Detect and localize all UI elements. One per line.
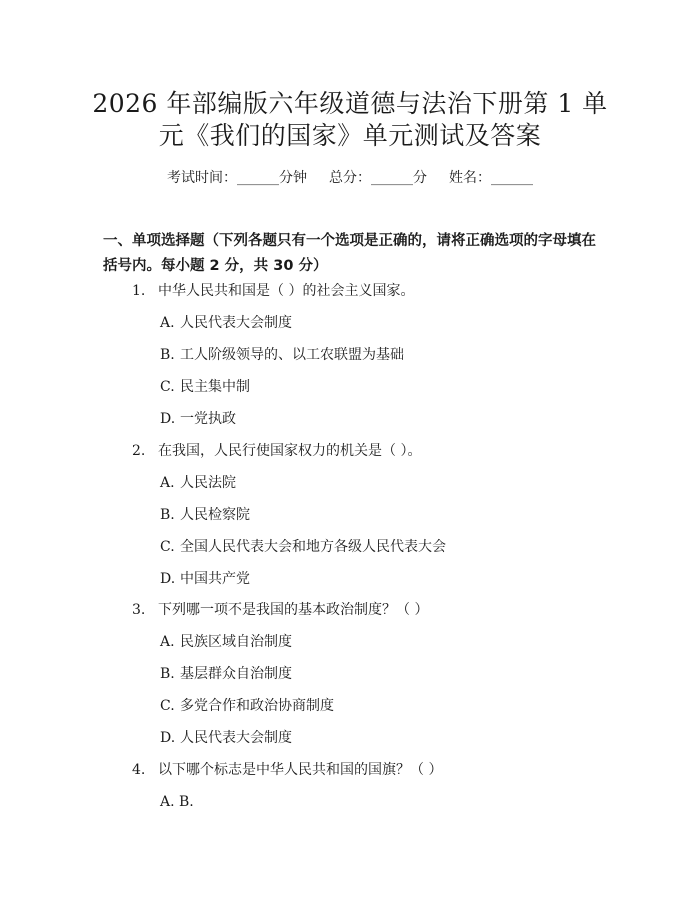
- question-2-option-a: [160, 473, 236, 493]
- question-1-option-b: [160, 345, 404, 365]
- option-text: 工人阶级领导的、以工农联盟为基础: [180, 347, 404, 363]
- question-2: [132, 441, 421, 461]
- question-4-options: [160, 792, 194, 812]
- question-number: 4.: [132, 762, 146, 778]
- option-letter: A.: [160, 634, 175, 650]
- exam-name: 姓名：______: [449, 170, 533, 186]
- option-letter: D.: [160, 571, 176, 587]
- question-3-option-a: [160, 632, 292, 652]
- option-letters: A. B.: [160, 794, 194, 810]
- question-2-option-c: [160, 537, 446, 557]
- option-text: 基层群众自治制度: [180, 666, 292, 682]
- option-text: 人民法院: [180, 475, 236, 491]
- question-1: [132, 281, 414, 301]
- option-letter: A.: [160, 315, 175, 331]
- option-letter: B.: [160, 507, 175, 523]
- option-letter: B.: [160, 347, 175, 363]
- question-number: 3.: [132, 602, 146, 618]
- question-3-option-c: [160, 696, 334, 716]
- option-text: 中国共产党: [180, 571, 250, 587]
- question-text: 中华人民共和国是（ ）的社会主义国家。: [158, 283, 415, 299]
- question-3: [132, 600, 428, 620]
- question-number: 1.: [132, 283, 146, 299]
- option-text: 一党执政: [180, 411, 236, 427]
- question-3-option-b: [160, 664, 292, 684]
- option-letter: C.: [160, 698, 175, 714]
- option-letter: B.: [160, 666, 175, 682]
- option-letter: C.: [160, 379, 175, 395]
- option-text: 全国人民代表大会和地方各级人民代表大会: [180, 539, 446, 555]
- exam-time: 考试时间：______分钟: [167, 170, 307, 186]
- question-number: 2.: [132, 443, 146, 459]
- exam-score: 总分：______分: [329, 170, 427, 186]
- document-title-line-2: 元《我们的国家》单元测试及答案: [158, 121, 542, 150]
- option-text: 民主集中制: [180, 379, 250, 395]
- option-text: 人民代表大会制度: [180, 315, 292, 331]
- option-text: 人民检察院: [180, 507, 250, 523]
- question-2-option-d: [160, 569, 250, 589]
- question-4: [132, 760, 442, 780]
- option-letter: D.: [160, 411, 176, 427]
- question-1-option-a: [160, 313, 292, 333]
- option-letter: C.: [160, 539, 175, 555]
- question-2-option-b: [160, 505, 250, 525]
- exam-info: [0, 168, 700, 188]
- option-letter: D.: [160, 730, 176, 746]
- question-1-option-c: [160, 377, 250, 397]
- option-letter: A.: [160, 475, 175, 491]
- option-text: 民族区域自治制度: [180, 634, 292, 650]
- document-title-line-1: 2026 年部编版六年级道德与法治下册第 1 单: [92, 89, 608, 118]
- section-heading: 一、单项选择题（下列各题只有一个选项是正确的，请将正确选项的字母填在括号内。每小题 2 分，共 30 分）: [103, 233, 596, 274]
- question-text: 在我国，人民行使国家权力的机关是（ ）。: [158, 443, 422, 459]
- option-text: 多党合作和政治协商制度: [180, 698, 334, 714]
- question-1-option-d: [160, 409, 236, 429]
- question-3-option-d: [160, 728, 292, 748]
- question-text: 以下哪个标志是中华人民共和国的国旗？（ ）: [158, 762, 443, 778]
- question-text: 下列哪一项不是我国的基本政治制度？（ ）: [158, 602, 429, 618]
- option-text: 人民代表大会制度: [180, 730, 292, 746]
